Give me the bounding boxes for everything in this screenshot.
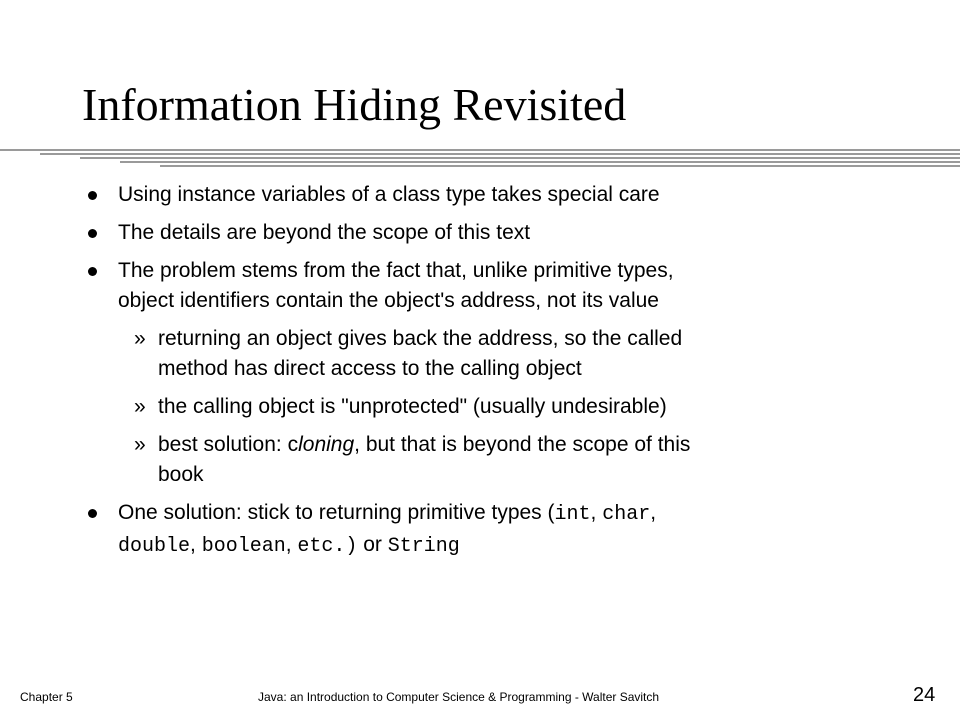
bullet-text: One solution: stick to returning primitive types ( (118, 501, 555, 524)
title-divider (0, 149, 960, 167)
code-double: double (118, 535, 191, 558)
sub-bullet-text-line: book (158, 463, 204, 486)
separator: , (190, 533, 202, 556)
code-int: int (554, 503, 591, 526)
separator: , (285, 533, 298, 556)
sub-bullet-text-line: method has direct access to the calling object (158, 357, 582, 380)
code-boolean: boolean (201, 535, 286, 558)
bullet-text-line: object identifiers contain the object's address, not its value (118, 289, 659, 312)
separator: , (650, 501, 657, 524)
page-number: 24 (913, 684, 936, 706)
code-etc: etc.) (297, 535, 358, 558)
bullet-dot-icon (88, 229, 97, 238)
code-char: char (602, 503, 651, 526)
italic-term: loning (298, 433, 355, 456)
sub-bullet-item (80, 392, 900, 422)
code-string: String (387, 535, 460, 558)
bullet-dot-icon (88, 509, 97, 518)
sub-bullet-item (80, 430, 900, 490)
bullet-text-line (118, 530, 900, 562)
bullet-text-line: The problem stems from the fact that, unlike primitive types, (118, 259, 674, 282)
footer-chapter: Chapter 5 (20, 690, 73, 704)
separator: , (590, 501, 603, 524)
bullet-item (80, 180, 900, 210)
slide-body (80, 180, 900, 562)
sub-bullet-item (80, 324, 900, 384)
bullet-text: The details are beyond the scope of this text (118, 221, 531, 244)
bullet-item (80, 498, 900, 562)
bullet-dot-icon (88, 267, 97, 276)
sub-bullet-text: best solution: c (158, 433, 299, 456)
bullet-item (80, 218, 900, 248)
sub-bullet-marker: » (134, 395, 146, 418)
footer-book-title: Java: an Introduction to Computer Science & Programming - Walter Savitch (258, 690, 660, 704)
bullet-text: or (357, 533, 388, 556)
bullet-text-line (118, 498, 900, 530)
slide-title: Information Hiding Revisited (82, 79, 627, 130)
sub-bullet-text-line (158, 430, 900, 460)
bullet-text: Using instance variables of a class type takes special care (118, 183, 660, 206)
sub-bullet-marker: » (134, 327, 146, 350)
sub-bullet-text-line: returning an object gives back the address, so the called (158, 327, 683, 350)
bullet-dot-icon (88, 191, 97, 200)
sub-bullet-marker: » (134, 433, 146, 456)
bullet-item (80, 256, 900, 316)
sub-bullet-text: the calling object is "unprotected" (usually undesirable) (158, 395, 667, 418)
sub-bullet-text: , but that is beyond the scope of this (354, 433, 691, 456)
